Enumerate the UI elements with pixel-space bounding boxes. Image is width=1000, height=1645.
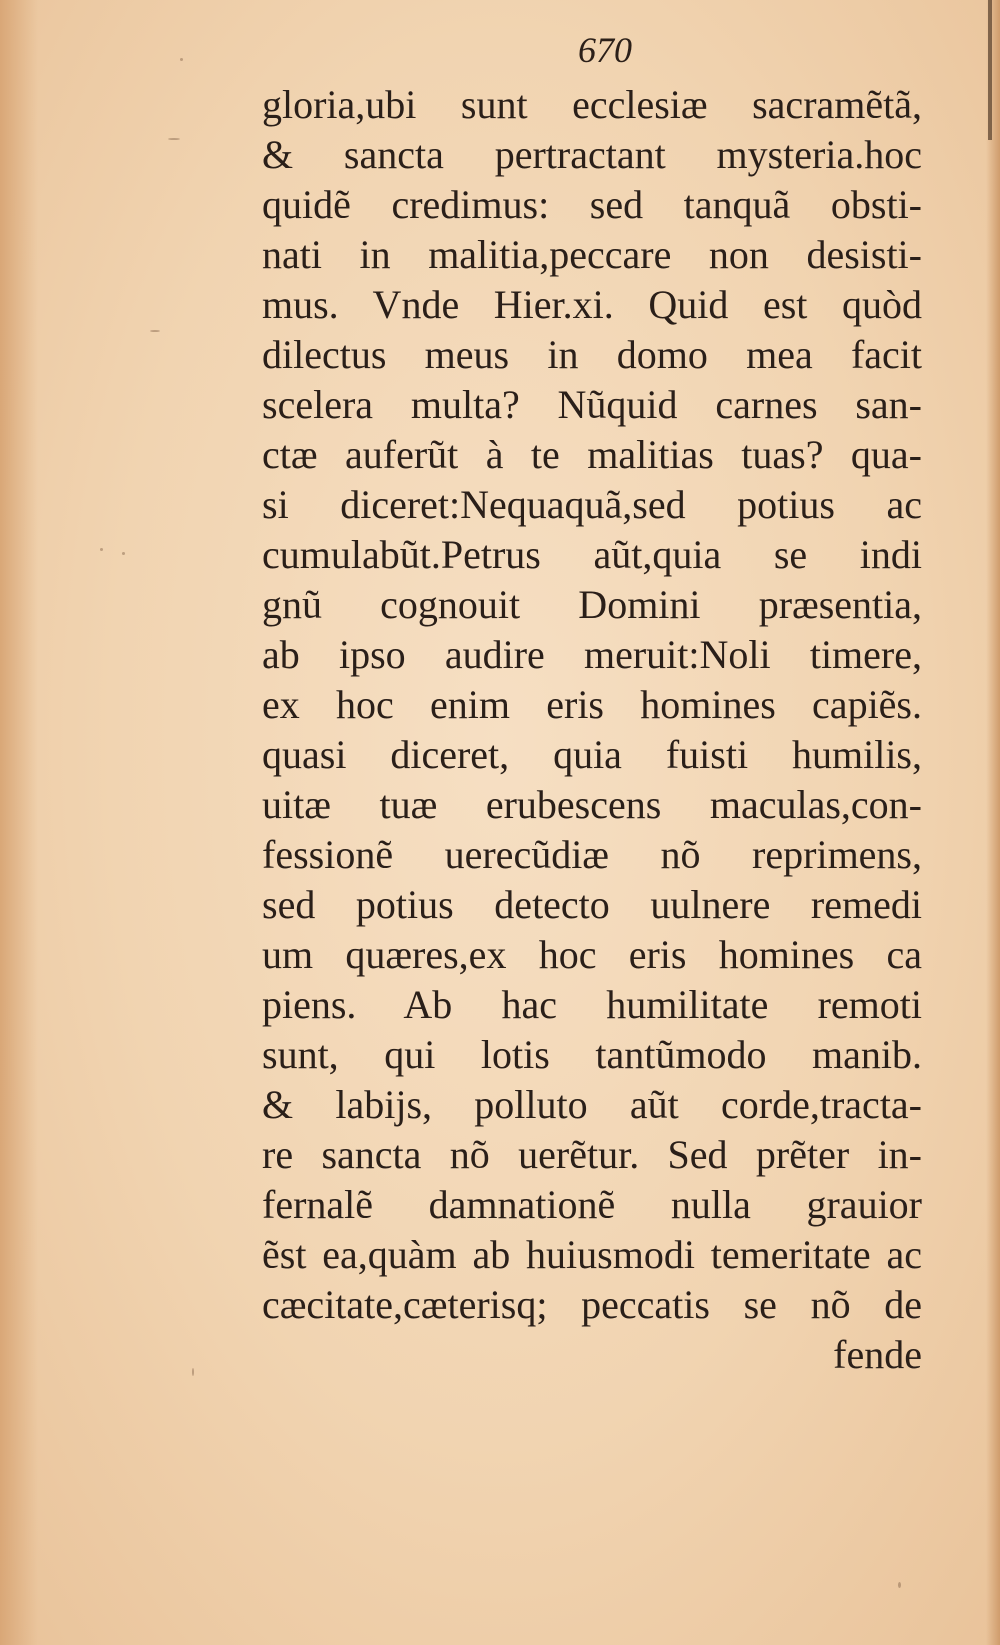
text-line: quasi diceret, quia fuisti humilis,	[262, 732, 922, 777]
text-line: si diceret:Nequaquã,sed potius ac	[262, 482, 922, 527]
text-line: fernalẽ damnationẽ nulla grauior	[262, 1182, 922, 1227]
text-line: gnũ cognouit Domini præsentia,	[262, 582, 922, 627]
text-line: gloria,ubi sunt ecclesiæ sacramẽtã,	[262, 82, 922, 127]
text-line: sed potius detecto uulnere remedi	[262, 882, 922, 927]
text-line: ex hoc enim eris homines capiẽs.	[262, 682, 922, 727]
edge-mark	[988, 0, 992, 140]
text-line: ẽst ea,quàm ab huiusmodi temeritate ac	[262, 1232, 922, 1277]
text-line: mus. Vnde Hier.xi. Quid est quòd	[262, 282, 922, 327]
text-line: piens. Ab hac humilitate remoti	[262, 982, 922, 1027]
catchword: fende	[833, 1332, 922, 1377]
text-line: cumulabũt.Petrus aũt,quia se indi	[262, 532, 922, 577]
text-line: dilectus meus in domo mea facit	[262, 332, 922, 377]
text-line: uitæ tuæ erubescens maculas,con-	[262, 782, 922, 827]
text-line: quidẽ credimus: sed tanquã obsti-	[262, 182, 922, 227]
text-line: um quæres,ex hoc eris homines ca	[262, 932, 922, 977]
text-line: scelera multa? Nũquid carnes san-	[262, 382, 922, 427]
text-line: & labijs, polluto aũt corde,tracta-	[262, 1082, 922, 1127]
text-line: & sancta pertractant mysteria.hoc	[262, 132, 922, 177]
text-line: nati in malitia,peccare non desisti-	[262, 232, 922, 277]
text-line: cæcitate,cæterisq; peccatis se nõ de	[262, 1282, 922, 1327]
page-edge	[986, 0, 1000, 1645]
text-line: sunt, qui lotis tantũmodo manib.	[262, 1032, 922, 1077]
page-number: 670	[578, 30, 632, 70]
text-line: ab ipso audire meruit:Noli timere,	[262, 632, 922, 677]
text-line: re sancta nõ uerẽtur. Sed prẽter in-	[262, 1132, 922, 1177]
body-text	[262, 80, 922, 1380]
text-line: ctæ auferũt à te malitias tuas? qua-	[262, 432, 922, 477]
gutter-shadow	[0, 0, 38, 1645]
text-line: fessionẽ uerecũdiæ nõ reprimens,	[262, 832, 922, 877]
